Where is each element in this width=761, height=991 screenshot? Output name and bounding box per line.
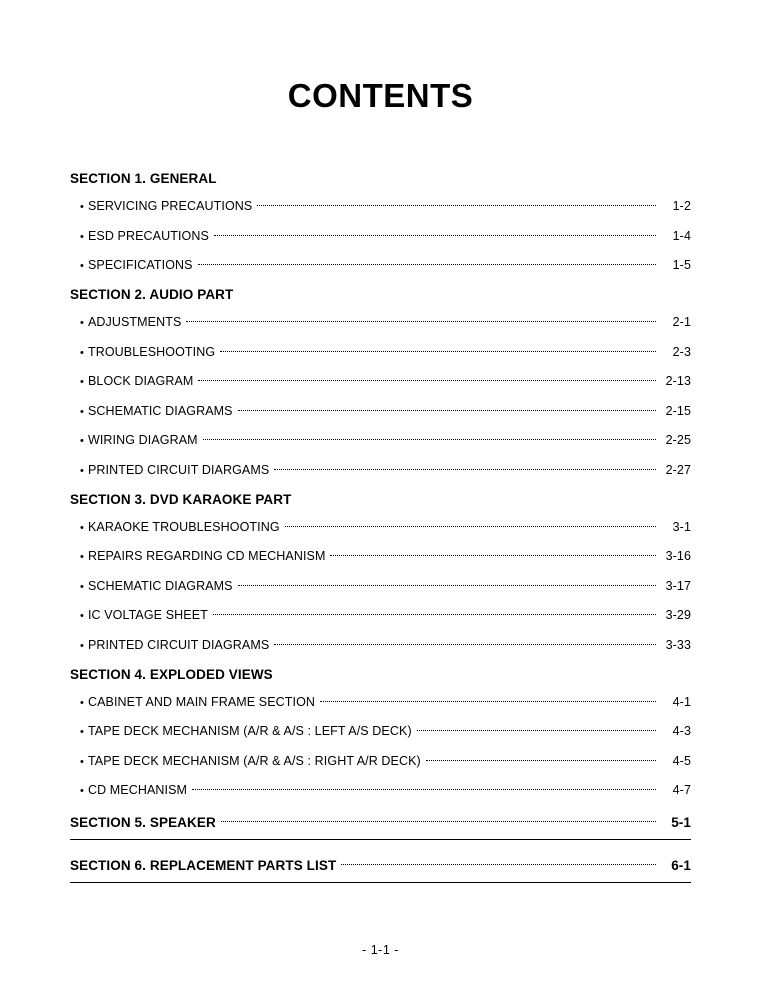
- bullet-icon: •: [80, 726, 84, 738]
- toc-entry-page-number: 3-29: [665, 608, 691, 622]
- toc-entry-page-number: 2-13: [665, 374, 691, 388]
- bullet-icon: •: [80, 580, 84, 593]
- toc-entry-page-number: 2-3: [672, 344, 691, 359]
- bullet-icon: •: [80, 639, 84, 652]
- toc-section: [70, 493, 691, 652]
- toc-section-standalone: [70, 856, 691, 883]
- toc-entry[interactable]: [70, 432, 691, 448]
- leader-dots: [330, 548, 656, 561]
- toc-entry-page-number: 5-1: [671, 814, 691, 830]
- bullet-icon: •: [80, 405, 84, 418]
- toc-entry[interactable]: [70, 693, 691, 709]
- toc-entry[interactable]: [70, 373, 691, 389]
- bullet-icon: •: [80, 317, 84, 329]
- leader-dots: [198, 257, 656, 270]
- toc-entry-label: KARAOKE TROUBLESHOOTING: [87, 519, 280, 534]
- bullet-icon: •: [80, 201, 84, 213]
- leader-dots: [221, 813, 656, 827]
- toc-entry-page-number: 4-3: [672, 724, 691, 738]
- toc-entry-label: IC VOLTAGE SHEET: [87, 608, 208, 622]
- section-header: SECTION 6. REPLACEMENT PARTS LIST: [70, 857, 337, 873]
- toc-entry-label: ADJUSTMENTS: [87, 315, 182, 329]
- toc-entry[interactable]: [70, 314, 691, 330]
- toc-section: [70, 668, 691, 798]
- toc-entry-label: PRINTED CIRCUIT DIARGAMS: [87, 462, 270, 477]
- bullet-icon: •: [80, 785, 84, 797]
- toc-entry-page-number: 4-1: [672, 694, 691, 709]
- toc-entry[interactable]: [70, 198, 691, 214]
- leader-dots: [198, 373, 656, 386]
- toc-entry-page-number: 2-15: [665, 403, 691, 418]
- toc-entry[interactable]: [70, 607, 691, 623]
- toc-entry-page-number: 3-33: [665, 637, 691, 652]
- leader-dots: [213, 607, 656, 620]
- leader-dots: [238, 402, 656, 415]
- toc-entry-page-number: 2-25: [665, 433, 691, 447]
- toc-entry-label: ESD PRECAUTIONS: [87, 228, 209, 243]
- toc-entry-label: CABINET AND MAIN FRAME SECTION: [87, 694, 316, 709]
- section-header: SECTION 5. SPEAKER: [70, 814, 216, 830]
- bullet-icon: •: [80, 435, 84, 447]
- page-title: CONTENTS: [287, 77, 474, 114]
- toc-entry-page-number: 6-1: [671, 857, 691, 873]
- toc-entry-page-number: 3-17: [665, 578, 691, 593]
- bullet-icon: •: [80, 696, 84, 709]
- bullet-icon: •: [80, 610, 84, 622]
- leader-dots: [186, 314, 656, 327]
- toc-section-standalone: [70, 813, 691, 840]
- toc-entry-label: CD MECHANISM: [87, 783, 188, 797]
- toc-entry[interactable]: [70, 813, 691, 829]
- bullet-icon: •: [80, 755, 84, 768]
- toc-entry[interactable]: [70, 402, 691, 418]
- leader-dots: [426, 752, 656, 765]
- leader-dots: [214, 227, 656, 240]
- bullet-icon: •: [80, 230, 84, 243]
- toc-entry-label: SERVICING PRECAUTIONS: [87, 199, 253, 213]
- leader-dots: [285, 518, 656, 531]
- toc-entry-label: WIRING DIAGRAM: [87, 433, 198, 447]
- toc-entry-page-number: 2-1: [672, 315, 691, 329]
- toc-entry-page-number: 3-1: [672, 519, 691, 534]
- section-header: SECTION 2. AUDIO PART: [70, 287, 234, 302]
- toc-entry-label: REPAIRS REGARDING CD MECHANISM: [87, 549, 326, 563]
- toc-section: [70, 288, 691, 477]
- toc-entry-label: BLOCK DIAGRAM: [87, 374, 194, 388]
- leader-dots: [203, 432, 656, 445]
- toc-entry[interactable]: [70, 461, 691, 477]
- toc-entry-label: TROUBLESHOOTING: [87, 344, 216, 359]
- leader-dots: [320, 693, 656, 706]
- section-header: SECTION 3. DVD KARAOKE PART: [70, 491, 292, 507]
- leader-dots: [257, 198, 656, 211]
- toc-entry[interactable]: [70, 856, 691, 872]
- bullet-icon: •: [80, 464, 84, 477]
- leader-dots: [220, 343, 656, 356]
- bullet-icon: •: [80, 376, 84, 388]
- toc-entry-page-number: 4-5: [672, 753, 691, 768]
- page-footer: - 1-1 -: [362, 943, 399, 957]
- toc-entry-page-number: 4-7: [672, 783, 691, 797]
- toc-entry[interactable]: [70, 782, 691, 798]
- leader-dots: [417, 723, 656, 736]
- toc-entry-label: TAPE DECK MECHANISM (A/R & A/S : RIGHT A/R DECK): [87, 753, 421, 768]
- horizontal-rule: [70, 839, 691, 840]
- toc-entry-page-number: 3-16: [665, 549, 691, 563]
- toc-entry-page-number: 1-2: [672, 199, 691, 213]
- toc-entry[interactable]: [70, 723, 691, 739]
- toc-entry-page-number: 2-27: [665, 462, 691, 477]
- toc-entry[interactable]: [70, 257, 691, 273]
- bullet-icon: •: [80, 346, 84, 359]
- toc-entry-label: PRINTED CIRCUIT DIAGRAMS: [87, 637, 270, 652]
- toc-entry[interactable]: [70, 577, 691, 593]
- toc-entry-page-number: 1-4: [672, 228, 691, 243]
- leader-dots: [274, 461, 656, 474]
- leader-dots: [341, 856, 656, 870]
- leader-dots: [238, 577, 656, 590]
- toc-entry[interactable]: [70, 227, 691, 243]
- toc-entry[interactable]: [70, 518, 691, 534]
- toc-entry[interactable]: [70, 636, 691, 652]
- toc-entry[interactable]: [70, 343, 691, 359]
- section-header: SECTION 1. GENERAL: [70, 171, 217, 186]
- toc-entry[interactable]: [70, 752, 691, 768]
- horizontal-rule: [70, 882, 691, 883]
- toc-entry-label: SCHEMATIC DIAGRAMS: [87, 403, 233, 418]
- bullet-icon: •: [80, 551, 84, 563]
- bullet-icon: •: [80, 260, 84, 272]
- section-header: SECTION 4. EXPLODED VIEWS: [70, 666, 273, 682]
- leader-dots: [192, 782, 656, 795]
- toc-section: [70, 172, 691, 272]
- toc-entry-page-number: 1-5: [672, 258, 691, 272]
- leader-dots: [274, 636, 656, 649]
- toc-entry-label: TAPE DECK MECHANISM (A/R & A/S : LEFT A/S DECK): [87, 724, 412, 738]
- toc-entry[interactable]: [70, 548, 691, 564]
- toc-entry-label: SPECIFICATIONS: [87, 258, 193, 272]
- bullet-icon: •: [80, 521, 84, 534]
- table-of-contents: [70, 172, 691, 883]
- toc-entry-label: SCHEMATIC DIAGRAMS: [87, 578, 233, 593]
